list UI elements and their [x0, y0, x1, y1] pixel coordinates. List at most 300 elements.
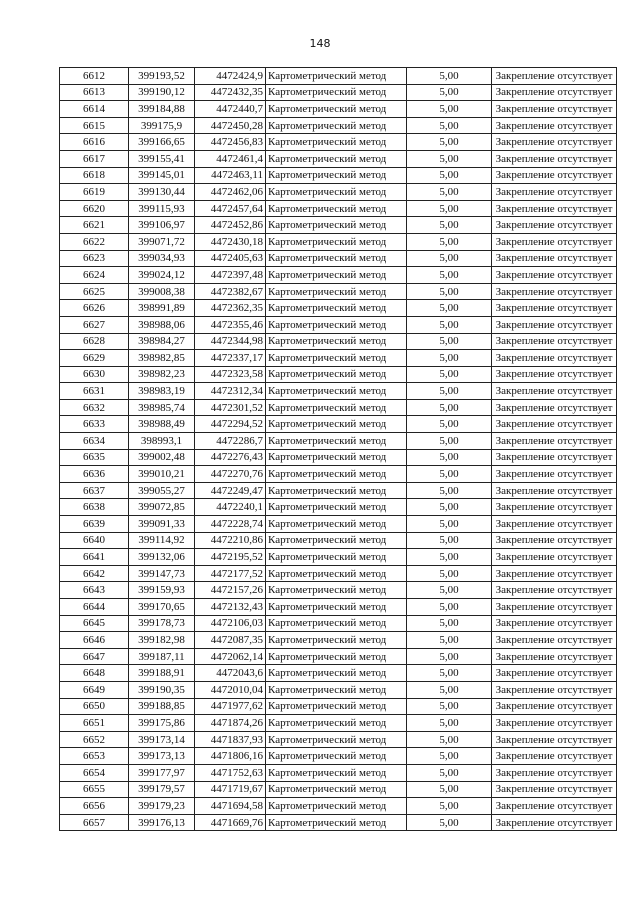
x-coordinate-cell: 398985,74 [129, 399, 195, 416]
y-coordinate-cell: 4472337,17 [195, 350, 266, 367]
y-coordinate-cell: 4472240,1 [195, 499, 266, 516]
fixation-cell: Закрепление отсутствует [492, 300, 617, 317]
method-cell: Картометрический метод [266, 433, 407, 450]
x-coordinate-cell: 398988,06 [129, 316, 195, 333]
method-cell: Картометрический метод [266, 233, 407, 250]
table-row [60, 267, 617, 284]
table-row [60, 134, 617, 151]
fixation-cell: Закрепление отсутствует [492, 814, 617, 831]
method-cell: Картометрический метод [266, 449, 407, 466]
table-row [60, 167, 617, 184]
table-row [60, 316, 617, 333]
table-row [60, 615, 617, 632]
point-number-cell: 6616 [60, 134, 129, 151]
y-coordinate-cell: 4472301,52 [195, 399, 266, 416]
fixation-cell: Закрепление отсутствует [492, 466, 617, 483]
x-coordinate-cell: 399176,13 [129, 814, 195, 831]
table-row [60, 715, 617, 732]
point-number-cell: 6654 [60, 764, 129, 781]
fixation-cell: Закрепление отсутствует [492, 233, 617, 250]
accuracy-cell: 5,00 [407, 482, 492, 499]
x-coordinate-cell: 399184,88 [129, 101, 195, 118]
fixation-cell: Закрепление отсутствует [492, 283, 617, 300]
fixation-cell: Закрепление отсутствует [492, 333, 617, 350]
table-row [60, 599, 617, 616]
y-coordinate-cell: 4472382,67 [195, 283, 266, 300]
accuracy-cell: 5,00 [407, 748, 492, 765]
fixation-cell: Закрепление отсутствует [492, 549, 617, 566]
fixation-cell: Закрепление отсутствует [492, 101, 617, 118]
fixation-cell: Закрепление отсутствует [492, 565, 617, 582]
y-coordinate-cell: 4472456,83 [195, 134, 266, 151]
table-row [60, 84, 617, 101]
accuracy-cell: 5,00 [407, 599, 492, 616]
table-row [60, 283, 617, 300]
fixation-cell: Закрепление отсутствует [492, 632, 617, 649]
fixation-cell: Закрепление отсутствует [492, 416, 617, 433]
y-coordinate-cell: 4472355,46 [195, 316, 266, 333]
fixation-cell: Закрепление отсутствует [492, 599, 617, 616]
y-coordinate-cell: 4472461,4 [195, 150, 266, 167]
accuracy-cell: 5,00 [407, 449, 492, 466]
accuracy-cell: 5,00 [407, 665, 492, 682]
accuracy-cell: 5,00 [407, 698, 492, 715]
x-coordinate-cell: 399091,33 [129, 516, 195, 533]
accuracy-cell: 5,00 [407, 681, 492, 698]
accuracy-cell: 5,00 [407, 549, 492, 566]
point-number-cell: 6634 [60, 433, 129, 450]
table-row [60, 366, 617, 383]
table-row [60, 250, 617, 267]
x-coordinate-cell: 399010,21 [129, 466, 195, 483]
point-number-cell: 6652 [60, 731, 129, 748]
x-coordinate-cell: 399193,52 [129, 68, 195, 85]
y-coordinate-cell: 4471874,26 [195, 715, 266, 732]
method-cell: Картометрический метод [266, 399, 407, 416]
x-coordinate-cell: 399002,48 [129, 449, 195, 466]
method-cell: Картометрический метод [266, 333, 407, 350]
method-cell: Картометрический метод [266, 150, 407, 167]
accuracy-cell: 5,00 [407, 300, 492, 317]
method-cell: Картометрический метод [266, 681, 407, 698]
x-coordinate-cell: 399114,92 [129, 532, 195, 549]
method-cell: Картометрический метод [266, 698, 407, 715]
table-row [60, 731, 617, 748]
method-cell: Картометрический метод [266, 565, 407, 582]
table-row [60, 200, 617, 217]
table-row [60, 233, 617, 250]
accuracy-cell: 5,00 [407, 466, 492, 483]
point-number-cell: 6622 [60, 233, 129, 250]
table-row [60, 350, 617, 367]
point-number-cell: 6642 [60, 565, 129, 582]
accuracy-cell: 5,00 [407, 68, 492, 85]
fixation-cell: Закрепление отсутствует [492, 184, 617, 201]
x-coordinate-cell: 399166,65 [129, 134, 195, 151]
table-row [60, 217, 617, 234]
accuracy-cell: 5,00 [407, 184, 492, 201]
table-row [60, 665, 617, 682]
fixation-cell: Закрепление отсутствует [492, 499, 617, 516]
point-number-cell: 6613 [60, 84, 129, 101]
method-cell: Картометрический метод [266, 665, 407, 682]
table-row [60, 383, 617, 400]
fixation-cell: Закрепление отсутствует [492, 350, 617, 367]
x-coordinate-cell: 399170,65 [129, 599, 195, 616]
fixation-cell: Закрепление отсутствует [492, 84, 617, 101]
point-number-cell: 6623 [60, 250, 129, 267]
method-cell: Картометрический метод [266, 416, 407, 433]
point-number-cell: 6628 [60, 333, 129, 350]
table-row [60, 632, 617, 649]
fixation-cell: Закрепление отсутствует [492, 482, 617, 499]
method-cell: Картометрический метод [266, 250, 407, 267]
table-row [60, 748, 617, 765]
accuracy-cell: 5,00 [407, 283, 492, 300]
x-coordinate-cell: 399190,35 [129, 681, 195, 698]
fixation-cell: Закрепление отсутствует [492, 316, 617, 333]
page-number: 148 [309, 37, 331, 50]
fixation-cell: Закрепление отсутствует [492, 200, 617, 217]
method-cell: Картометрический метод [266, 648, 407, 665]
table-row [60, 399, 617, 416]
accuracy-cell: 5,00 [407, 250, 492, 267]
method-cell: Картометрический метод [266, 366, 407, 383]
x-coordinate-cell: 399159,93 [129, 582, 195, 599]
fixation-cell: Закрепление отсутствует [492, 615, 617, 632]
accuracy-cell: 5,00 [407, 350, 492, 367]
fixation-cell: Закрепление отсутствует [492, 748, 617, 765]
fixation-cell: Закрепление отсутствует [492, 582, 617, 599]
accuracy-cell: 5,00 [407, 565, 492, 582]
fixation-cell: Закрепление отсутствует [492, 217, 617, 234]
accuracy-cell: 5,00 [407, 582, 492, 599]
y-coordinate-cell: 4472362,35 [195, 300, 266, 317]
method-cell: Картометрический метод [266, 549, 407, 566]
point-number-cell: 6649 [60, 681, 129, 698]
table-row [60, 764, 617, 781]
fixation-cell: Закрепление отсутствует [492, 68, 617, 85]
accuracy-cell: 5,00 [407, 200, 492, 217]
y-coordinate-cell: 4472062,14 [195, 648, 266, 665]
point-number-cell: 6655 [60, 781, 129, 798]
y-coordinate-cell: 4472294,52 [195, 416, 266, 433]
fixation-cell: Закрепление отсутствует [492, 681, 617, 698]
accuracy-cell: 5,00 [407, 814, 492, 831]
table-row [60, 300, 617, 317]
point-number-cell: 6632 [60, 399, 129, 416]
x-coordinate-cell: 399188,91 [129, 665, 195, 682]
point-number-cell: 6612 [60, 68, 129, 85]
x-coordinate-cell: 399178,73 [129, 615, 195, 632]
fixation-cell: Закрепление отсутствует [492, 399, 617, 416]
method-cell: Картометрический метод [266, 798, 407, 815]
point-number-cell: 6653 [60, 748, 129, 765]
accuracy-cell: 5,00 [407, 731, 492, 748]
method-cell: Картометрический метод [266, 167, 407, 184]
point-number-cell: 6630 [60, 366, 129, 383]
fixation-cell: Закрепление отсутствует [492, 698, 617, 715]
x-coordinate-cell: 399175,9 [129, 117, 195, 134]
table-body [60, 68, 617, 831]
point-number-cell: 6629 [60, 350, 129, 367]
y-coordinate-cell: 4471806,16 [195, 748, 266, 765]
method-cell: Картометрический метод [266, 582, 407, 599]
point-number-cell: 6644 [60, 599, 129, 616]
y-coordinate-cell: 4472440,7 [195, 101, 266, 118]
y-coordinate-cell: 4472087,35 [195, 632, 266, 649]
x-coordinate-cell: 399106,97 [129, 217, 195, 234]
fixation-cell: Закрепление отсутствует [492, 532, 617, 549]
y-coordinate-cell: 4472195,52 [195, 549, 266, 566]
y-coordinate-cell: 4472312,34 [195, 383, 266, 400]
point-number-cell: 6627 [60, 316, 129, 333]
x-coordinate-cell: 399173,13 [129, 748, 195, 765]
accuracy-cell: 5,00 [407, 134, 492, 151]
y-coordinate-cell: 4471694,58 [195, 798, 266, 815]
point-number-cell: 6643 [60, 582, 129, 599]
point-number-cell: 6617 [60, 150, 129, 167]
accuracy-cell: 5,00 [407, 416, 492, 433]
x-coordinate-cell: 399072,85 [129, 499, 195, 516]
method-cell: Картометрический метод [266, 599, 407, 616]
accuracy-cell: 5,00 [407, 516, 492, 533]
table-row [60, 499, 617, 516]
point-number-cell: 6636 [60, 466, 129, 483]
table-row [60, 466, 617, 483]
point-number-cell: 6618 [60, 167, 129, 184]
accuracy-cell: 5,00 [407, 267, 492, 284]
method-cell: Картометрический метод [266, 68, 407, 85]
y-coordinate-cell: 4472463,11 [195, 167, 266, 184]
y-coordinate-cell: 4472432,35 [195, 84, 266, 101]
y-coordinate-cell: 4472430,18 [195, 233, 266, 250]
accuracy-cell: 5,00 [407, 84, 492, 101]
y-coordinate-cell: 4471752,63 [195, 764, 266, 781]
x-coordinate-cell: 399187,11 [129, 648, 195, 665]
y-coordinate-cell: 4472450,28 [195, 117, 266, 134]
point-number-cell: 6637 [60, 482, 129, 499]
point-number-cell: 6647 [60, 648, 129, 665]
x-coordinate-cell: 398984,27 [129, 333, 195, 350]
x-coordinate-cell: 399179,23 [129, 798, 195, 815]
accuracy-cell: 5,00 [407, 316, 492, 333]
x-coordinate-cell: 399034,93 [129, 250, 195, 267]
point-number-cell: 6621 [60, 217, 129, 234]
accuracy-cell: 5,00 [407, 499, 492, 516]
table-row [60, 648, 617, 665]
method-cell: Картометрический метод [266, 748, 407, 765]
method-cell: Картометрический метод [266, 499, 407, 516]
accuracy-cell: 5,00 [407, 217, 492, 234]
accuracy-cell: 5,00 [407, 233, 492, 250]
method-cell: Картометрический метод [266, 283, 407, 300]
x-coordinate-cell: 399147,73 [129, 565, 195, 582]
accuracy-cell: 5,00 [407, 150, 492, 167]
fixation-cell: Закрепление отсутствует [492, 648, 617, 665]
y-coordinate-cell: 4472462,06 [195, 184, 266, 201]
accuracy-cell: 5,00 [407, 167, 492, 184]
fixation-cell: Закрепление отсутствует [492, 798, 617, 815]
accuracy-cell: 5,00 [407, 117, 492, 134]
fixation-cell: Закрепление отсутствует [492, 449, 617, 466]
point-number-cell: 6625 [60, 283, 129, 300]
y-coordinate-cell: 4472249,47 [195, 482, 266, 499]
method-cell: Картометрический метод [266, 200, 407, 217]
point-number-cell: 6645 [60, 615, 129, 632]
y-coordinate-cell: 4472457,64 [195, 200, 266, 217]
point-number-cell: 6626 [60, 300, 129, 317]
fixation-cell: Закрепление отсутствует [492, 117, 617, 134]
y-coordinate-cell: 4472276,43 [195, 449, 266, 466]
point-number-cell: 6651 [60, 715, 129, 732]
point-number-cell: 6657 [60, 814, 129, 831]
x-coordinate-cell: 398993,1 [129, 433, 195, 450]
point-number-cell: 6615 [60, 117, 129, 134]
table-row [60, 117, 617, 134]
x-coordinate-cell: 399055,27 [129, 482, 195, 499]
fixation-cell: Закрепление отсутствует [492, 781, 617, 798]
y-coordinate-cell: 4472452,86 [195, 217, 266, 234]
method-cell: Картометрический метод [266, 134, 407, 151]
fixation-cell: Закрепление отсутствует [492, 764, 617, 781]
point-number-cell: 6624 [60, 267, 129, 284]
fixation-cell: Закрепление отсутствует [492, 715, 617, 732]
coordinates-table [59, 67, 617, 831]
table-row [60, 449, 617, 466]
y-coordinate-cell: 4472344,98 [195, 333, 266, 350]
x-coordinate-cell: 399008,38 [129, 283, 195, 300]
y-coordinate-cell: 4472157,26 [195, 582, 266, 599]
method-cell: Картометрический метод [266, 615, 407, 632]
accuracy-cell: 5,00 [407, 648, 492, 665]
accuracy-cell: 5,00 [407, 532, 492, 549]
method-cell: Картометрический метод [266, 117, 407, 134]
point-number-cell: 6620 [60, 200, 129, 217]
x-coordinate-cell: 399155,41 [129, 150, 195, 167]
x-coordinate-cell: 399024,12 [129, 267, 195, 284]
table-row [60, 433, 617, 450]
fixation-cell: Закрепление отсутствует [492, 150, 617, 167]
y-coordinate-cell: 4471719,67 [195, 781, 266, 798]
point-number-cell: 6640 [60, 532, 129, 549]
accuracy-cell: 5,00 [407, 399, 492, 416]
y-coordinate-cell: 4472270,76 [195, 466, 266, 483]
table-row [60, 814, 617, 831]
point-number-cell: 6656 [60, 798, 129, 815]
x-coordinate-cell: 399182,98 [129, 632, 195, 649]
x-coordinate-cell: 399071,72 [129, 233, 195, 250]
point-number-cell: 6619 [60, 184, 129, 201]
fixation-cell: Закрепление отсутствует [492, 516, 617, 533]
table-row [60, 798, 617, 815]
method-cell: Картометрический метод [266, 350, 407, 367]
x-coordinate-cell: 399190,12 [129, 84, 195, 101]
table-row [60, 482, 617, 499]
y-coordinate-cell: 4472286,7 [195, 433, 266, 450]
point-number-cell: 6648 [60, 665, 129, 682]
accuracy-cell: 5,00 [407, 366, 492, 383]
x-coordinate-cell: 399175,86 [129, 715, 195, 732]
fixation-cell: Закрепление отсутствует [492, 134, 617, 151]
y-coordinate-cell: 4472397,48 [195, 267, 266, 284]
accuracy-cell: 5,00 [407, 798, 492, 815]
table-row [60, 698, 617, 715]
x-coordinate-cell: 399130,44 [129, 184, 195, 201]
accuracy-cell: 5,00 [407, 632, 492, 649]
y-coordinate-cell: 4471977,62 [195, 698, 266, 715]
fixation-cell: Закрепление отсутствует [492, 665, 617, 682]
x-coordinate-cell: 399115,93 [129, 200, 195, 217]
y-coordinate-cell: 4472424,9 [195, 68, 266, 85]
fixation-cell: Закрепление отсутствует [492, 383, 617, 400]
method-cell: Картометрический метод [266, 516, 407, 533]
accuracy-cell: 5,00 [407, 615, 492, 632]
method-cell: Картометрический метод [266, 814, 407, 831]
table-row [60, 416, 617, 433]
table-row [60, 565, 617, 582]
method-cell: Картометрический метод [266, 84, 407, 101]
table-row [60, 516, 617, 533]
method-cell: Картометрический метод [266, 715, 407, 732]
y-coordinate-cell: 4472323,58 [195, 366, 266, 383]
table-row [60, 681, 617, 698]
point-number-cell: 6646 [60, 632, 129, 649]
x-coordinate-cell: 399177,97 [129, 764, 195, 781]
point-number-cell: 6638 [60, 499, 129, 516]
table-row [60, 150, 617, 167]
method-cell: Картометрический метод [266, 184, 407, 201]
accuracy-cell: 5,00 [407, 333, 492, 350]
table-row [60, 549, 617, 566]
y-coordinate-cell: 4472010,04 [195, 681, 266, 698]
point-number-cell: 6639 [60, 516, 129, 533]
point-number-cell: 6641 [60, 549, 129, 566]
y-coordinate-cell: 4472228,74 [195, 516, 266, 533]
accuracy-cell: 5,00 [407, 383, 492, 400]
table-row [60, 101, 617, 118]
x-coordinate-cell: 398991,89 [129, 300, 195, 317]
x-coordinate-cell: 399173,14 [129, 731, 195, 748]
x-coordinate-cell: 398982,23 [129, 366, 195, 383]
method-cell: Картометрический метод [266, 316, 407, 333]
method-cell: Картометрический метод [266, 532, 407, 549]
method-cell: Картометрический метод [266, 632, 407, 649]
method-cell: Картометрический метод [266, 101, 407, 118]
point-number-cell: 6650 [60, 698, 129, 715]
y-coordinate-cell: 4472177,52 [195, 565, 266, 582]
method-cell: Картометрический метод [266, 764, 407, 781]
point-number-cell: 6614 [60, 101, 129, 118]
table-row [60, 582, 617, 599]
table-row [60, 532, 617, 549]
x-coordinate-cell: 398983,19 [129, 383, 195, 400]
x-coordinate-cell: 399188,85 [129, 698, 195, 715]
y-coordinate-cell: 4472405,63 [195, 250, 266, 267]
method-cell: Картометрический метод [266, 482, 407, 499]
fixation-cell: Закрепление отсутствует [492, 731, 617, 748]
method-cell: Картометрический метод [266, 217, 407, 234]
x-coordinate-cell: 398988,49 [129, 416, 195, 433]
y-coordinate-cell: 4472106,03 [195, 615, 266, 632]
accuracy-cell: 5,00 [407, 433, 492, 450]
fixation-cell: Закрепление отсутствует [492, 433, 617, 450]
point-number-cell: 6633 [60, 416, 129, 433]
y-coordinate-cell: 4472210,86 [195, 532, 266, 549]
accuracy-cell: 5,00 [407, 764, 492, 781]
method-cell: Картометрический метод [266, 383, 407, 400]
method-cell: Картометрический метод [266, 466, 407, 483]
